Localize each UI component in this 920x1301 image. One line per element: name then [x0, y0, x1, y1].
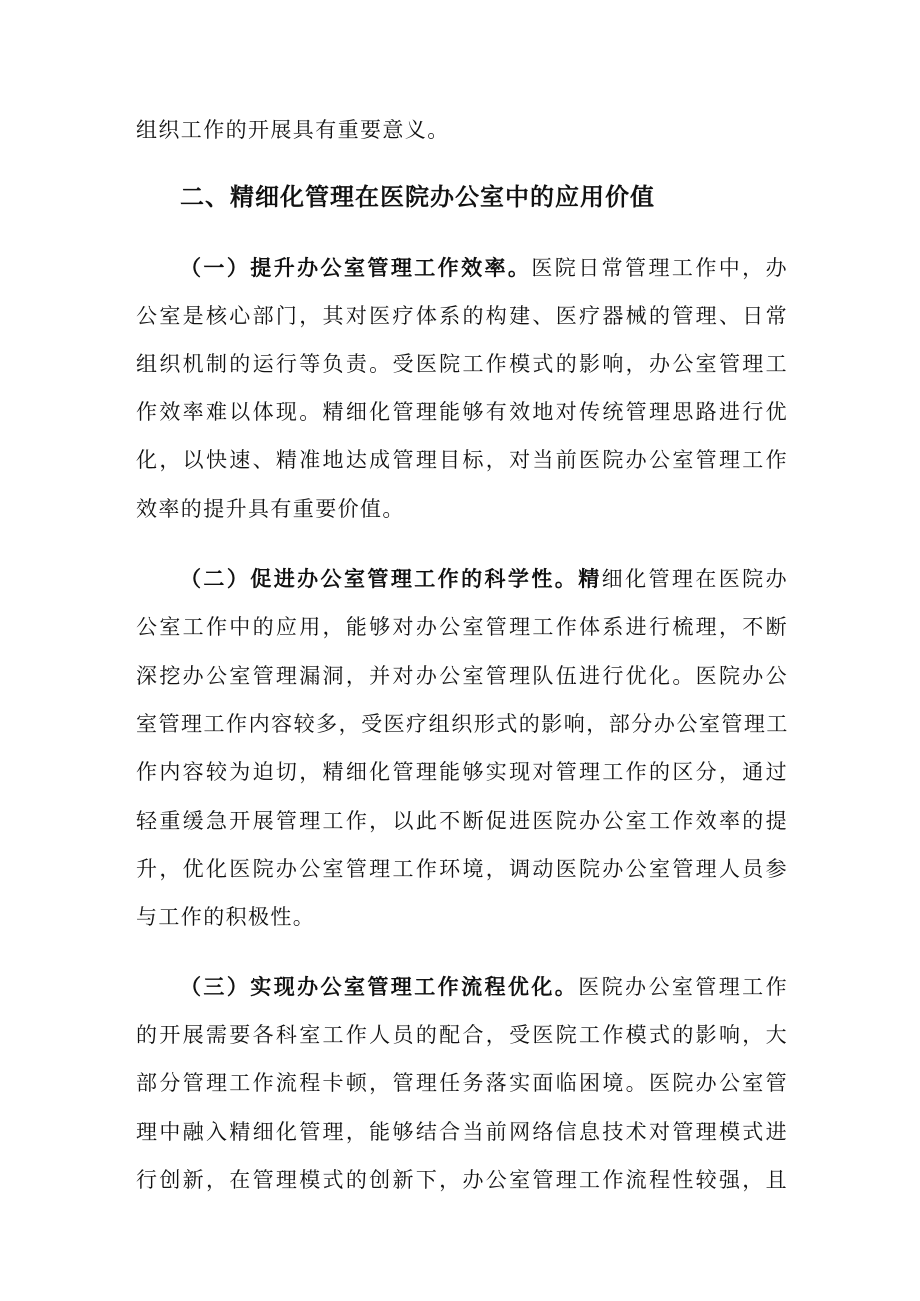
- intro-line: 组织工作的开展具有重要意义。: [136, 118, 450, 142]
- paragraph-3-line: 理中融入精细化管理，能够结合当前网络信息技术对管理模式进: [136, 1120, 788, 1144]
- paragraph-1-line: 化，以快速、精准地达成管理目标，对当前医院办公室管理工作: [136, 448, 788, 472]
- paragraph-3-title: （三）实现办公室管理工作流程优化。: [180, 975, 579, 999]
- paragraph-2-line: 公室工作中的应用，能够对办公室管理工作体系进行梳理，不断: [136, 615, 788, 639]
- paragraph-2-line: 轻重缓急开展管理工作，以此不断促进医院办公室工作效率的提: [136, 809, 788, 833]
- paragraph-2-line: 深挖办公室管理漏洞，并对办公室管理队伍进行优化。医院办公: [136, 664, 788, 688]
- paragraph-1-line: 作效率难以体现。精细化管理能够有效地对传统管理思路进行优: [136, 400, 788, 424]
- paragraph-2-title: （二）促进办公室管理工作的科学性。精: [180, 567, 602, 591]
- paragraph-1-line: 效率的提升具有重要价值。: [136, 497, 405, 521]
- paragraph-3-line: 的开展需要各科室工作人员的配合，受医院工作模式的影响，大: [136, 1023, 788, 1047]
- paragraph-1-first-line: [180, 253, 788, 283]
- paragraph-2-line: 室管理工作内容较多，受医疗组织形式的影响，部分办公室管理工: [136, 712, 788, 736]
- paragraph-3-line: 行创新，在管理模式的创新下，办公室管理工作流程性较强，且: [136, 1168, 788, 1192]
- paragraph-2-first-line: [180, 564, 788, 594]
- paragraph-1-first-line-text: 医院日常管理工作中，办: [531, 256, 788, 280]
- section-heading: 二、精细化管理在医院办公室中的应用价值: [180, 183, 655, 211]
- paragraph-1-line: 组织机制的运行等负责。受医院工作模式的影响，办公室管理工: [136, 352, 788, 376]
- paragraph-3-first-line: [180, 972, 788, 1002]
- paragraph-2-line: 与工作的积极性。: [136, 905, 316, 929]
- paragraph-3-first-line-text: 医院办公室管理工作: [578, 975, 788, 999]
- paragraph-3-line: 部分管理工作流程卡顿，管理任务落实面临困境。医院办公室管: [136, 1071, 788, 1095]
- paragraph-2-line: 作内容较为迫切，精细化管理能够实现对管理工作的区分，通过: [136, 760, 788, 784]
- paragraph-2-line: 升，优化医院办公室管理工作环境，调动医院办公室管理人员参: [136, 857, 788, 881]
- paragraph-1-title: （一）提升办公室管理工作效率。: [180, 256, 532, 280]
- paragraph-1-line: 公室是核心部门，其对医疗体系的构建、医疗器械的管理、日常: [136, 304, 788, 328]
- paragraph-2-first-line-text: 细化管理在医院办: [601, 567, 788, 591]
